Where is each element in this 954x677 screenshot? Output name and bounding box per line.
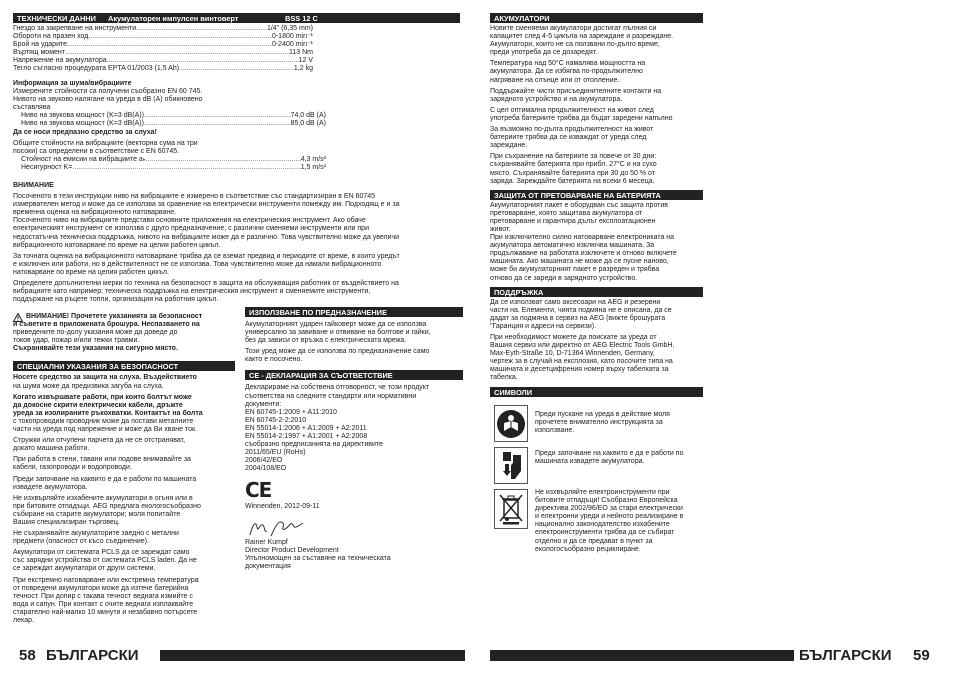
warning-block: ВНИМАНИЕ! Прочетете указанията за безопасност и съветите в приложената брошура. Неспазването на приведените по-долу указания може да доведе до токов удар, пожар и/или тежки травми. Съхранявайте тези указания на сигурно място.: [13, 313, 203, 353]
tech-data-model: BSS 12 C: [285, 14, 318, 23]
noise-row: Ниво на звукова мощност (K=3 dB(A)) ..... 85,0 dB (A): [13, 120, 326, 128]
special-safety-text: Носете средство за защита на слуха. Въздействието на шума може да предизвика загуба на слуха. Когато извършвате работи, при които болтът може да докосне скрити електрически кабели, дръжте уреда за изолираните ръкохватки. Контактът на болта с токопроводим проводник може да постави металните части на уреда под напрежение и може да Ви хване ток. Стружки или отчупени парчета да не се отстраняват, докато машина работи. При работа в стени, тавани или подове внимавайте за кабели, газопроводи и водопроводи. Преди започване на каквито е да е работи по машината извадете акумулатора. Не изхвърляйте изхабените акумулатори в огъня или в при битовите отпадъци. AEG предлага екологосъобразно събиране на старите акумулатори; моля попитайте Вашия специализиран търговец. Не съхранявайте акумулаторите заедно с метални предмети (опасност от късо съединение). Акумулатори от системата PCLS да се зареждат само със зарядни устройства от системата PCLS laden. Да не се зареждат акумулатори от други системи. При екстремно натоварване или екстремна температура от повредени акумулатори може да изтече батерийна течност. При допир с такава течност веднага измийте с вода и сапун. При контакт с очите веднага изплаквайте старателно най-малко 10 минути и незабавно потърсете лекар.: [13, 374, 203, 624]
symbols-header: СИМВОЛИ: [490, 387, 703, 397]
signer-name: Rainer Kumpf: [245, 538, 288, 546]
attention-title: ВНИМАНИЕ: [13, 182, 54, 189]
maintenance-text: Да се използват само аксесоари на AEG и резервни части на. Елементи, чията подмяна не е описана, да се дадат за подмяна в сервиз на AEG (вижте брошурата "Гаранция и адреси на сервизи). При необходимост можете да поискате за уреда от Вашия сервиз или директно от AEG Electric Tools GmbH, Max-Eyth-Straße 10, D-71364 Winnenden, Germany, чертеж за в случай на експлозия, като посочите типа на машината и десетцифрения номер върху табелката за табелка.: [490, 298, 675, 382]
maintenance-header: ПОДДРЪЖКА: [490, 287, 703, 297]
ce-declaration-header: CE - ДЕКЛАРАЦИЯ ЗА СЪОТВЕТСТВИЕ: [245, 370, 463, 380]
left-column: [13, 313, 235, 625]
attention-section: ВНИМАНИЕ Посоченото в тези инструкции ниво на вибрациите е измерено в съответствие със стандартизиран в EN 60745 измервателен метод и може да се използва за сравнение на електрически инструменти помежду им. Подходящ е и за временна оценка на вибрационното натоварване. Посоченото ниво на вибрациите представя основните приложения на електрическия инструмент. Ако обаче електрическият инструмент се използва с друго предназначение, с различни сменяеми инструменти или при недостатъчна техническа поддръжка, нивото на вибрациите може да е различно. Това чувствително може да увеличи вибрационното натоварване по време на целия работен цикъл. За точната оценка на вибрационното натоварване трябва да се вземат предвид и периодите от време, в които уредът е изключен или работи, но в действителност не се използва. Това чувствително може да намали вибрационното натоварване по време на целия работен цикъл. Определете допълнителни мерки по техника на безопасност в защита на обслужващия работник от въздействието на вибрациите като например: техническа поддръжка на електрическия инструмент и сменяемите инструменти, поддържане на ръцете топли, организация на работния цикъл.: [13, 182, 463, 304]
spec-list: [13, 25, 313, 74]
overload-protection-header: ЗАЩИТА ОТ ПРЕТОВАРВАНЕ НА БАТЕРИЯТА: [490, 190, 703, 200]
tech-data-label: ТЕХНИЧЕСКИ ДАННИ: [17, 14, 96, 23]
noise-row: Ниво на звукова мощност (K=3 dB(A)) ..... 74,0 dB (A): [13, 112, 326, 120]
spec-row: Напрежение на акумулатора ..... 12 V: [13, 57, 313, 65]
spec-row: Въртящ момент ..... 113 Nm: [13, 49, 313, 57]
page-number: 59: [913, 647, 930, 664]
batteries-header: АКУМУЛАТОРИ: [490, 13, 703, 23]
tech-data-header: [13, 13, 460, 23]
right-column: ИЗПОЛЗВАНЕ ПО ПРЕДНАЗНАЧЕНИЕ Акумулаторният ударен гайковерт може да се използва универсално за завиване и отвиване на болтове и гайки, без да зависи от връзка с електрическата мрежа. Този уред може да се използва по предназначение само както е посочено. CE - ДЕКЛАРАЦИЯ ЗА СЪОТВЕТСТВИЕ Декларираме на собствена отговорност, че този продукт съответства на следните стандарти или нормативни документи: EN 60745-1:2009 + A11:2010 EN 60745-2-2:2010 EN 55014-1:2006 + A1:2009 + A2:2011 EN 55014-2:1997 + A1:2001 + A2:2008 съобразно предписанията на директивите 2011/65/EU (RoHs) 2006/42/EO 2004/108/EO CE Winnenden, 2012-09-11 Rainer Kumpf Director Product Development Упълномощен за съставяне на техническата документация: [245, 307, 463, 571]
declaration-date: Winnenden, 2012-09-11: [245, 502, 320, 510]
vibration-row: Стойност на емисии на вибрациите aₕ ..... 4,3 m/s²: [13, 156, 326, 164]
footer-bar: [160, 650, 465, 661]
spec-row: Тегло съгласно процедурата EPTA 01/2003 (1,5 Ah) ..... 1,2 kg: [13, 65, 313, 73]
read-manual-icon: [494, 405, 528, 442]
ce-mark-logo: CE: [245, 477, 272, 502]
noise-section: Информация за шума/вибрациите Измерените стойности са получени съобразно EN 60 745. Нивото на звуково налягане на уреда в dB (A) обикновено съставлява Ниво на звукова мощност (K=3 dB(A)) ..... 74,0 dB (A) Ниво на звукова мощност (K=3 dB(A)) ..... 85,0 dB (A) Да се носи предпазно средство за слуха! Общите стойности на вибрациите (векторна сума на три посоки) са определени в съответствие с EN 60745. Стойност на емисии на вибрациите aₕ ..... 4,3 m/s² Несигурност K= ..... 1,5 m/s²: [13, 80, 326, 172]
batteries-text: Новите сменяеми акумулатори достигат пълния си капацитет след 4-5 цикъла на зареждане и разреждане. Акумулатори, които не са ползвани по-дълго време, преди употреба да се дозаредят. Температура над 50°C намалява мощността на акумулатора. Да се избягва по-продължително нагряване на слънце или от отопление. Поддържайте чисти присъединителните контакти на зарядното устройство и на акумулатора. С цел оптимална продължителност на живот след употреба батериите трябва да бъдат заредени напълно За възможно по-дълга продължителност на живот батериите трябва да се изваждат от уреда след зареждане. При съхранение на батериите за повече от 30 дни: съхранявайте батерията при прибл. 27°C и на сухо място. Съхранявайте батерията при 30 до 50 % от заряда. Зареждайте батерията на всеки 6 месеца.: [490, 25, 674, 185]
signer-title: Director Product Development: [245, 546, 339, 554]
warning-triangle-icon: [13, 313, 23, 322]
language-label: БЪЛГАРСКИ: [799, 647, 892, 664]
symbol-desc-crossed-bin: Не изхвърляйте електроинструменти при битовите отпадъци! Съобразно Европейска директива 2002/96/EO за стари електрически и електронни уреди и нейното реализиране в национално законодателство изхабените електроинструменти трябва да се събират отделно и да се предават в пункт за екологосъобразно рециклиране.: [535, 489, 684, 553]
right-page-column: [490, 13, 703, 397]
tech-data-product: Акумулаторен импулсен винтоверт: [108, 14, 239, 23]
noise-title: Информация за шума/вибрациите: [13, 80, 132, 87]
footer-58: [0, 648, 477, 663]
symbol-desc-read-manual: Преди пускане на уреда в действие моля прочетете внимателно инструкцията за използване.: [535, 411, 670, 435]
remove-battery-icon: [494, 447, 528, 484]
ce-declaration-text: Декларираме на собствена отговорност, че този продукт съответства на следните стандарти или нормативни документи: EN 60745-1:2009 + A11:2010 EN 60745-2-2:2010 EN 55014-1:2006 + A1:2009 + A2:2011 EN 55014-2:1997 + A1:2001 + A2:2008 съобразно предписанията на директивите 2011/65/EU (RoHs) 2006/42/EO 2004/108/EO: [245, 384, 430, 473]
ear-protection-note: Да се носи предпазно средство за слуха!: [13, 128, 157, 136]
special-safety-header: СПЕЦИАЛНИ УКАЗАНИЯ ЗА БЕЗОПАСНОСТ: [13, 361, 235, 371]
intended-use-header: ИЗПОЛЗВАНЕ ПО ПРЕДНАЗНАЧЕНИЕ: [245, 307, 463, 317]
spec-row: Гнездо за закрепване на инструменти ..... 1/4" (6,35 mm): [13, 25, 313, 33]
page-number: 58: [19, 647, 36, 664]
vibration-row: Несигурност K= ..... 1,5 m/s²: [13, 164, 326, 172]
footer-59: [477, 648, 954, 663]
page-59: [477, 0, 954, 677]
spec-row: Брой на ударите ..... 0-2400 min⁻¹: [13, 41, 313, 49]
language-label: БЪЛГАРСКИ: [46, 647, 139, 664]
crossed-bin-icon: [494, 489, 528, 529]
footer-bar: [490, 650, 794, 661]
symbol-desc-remove-battery: Преди започване на каквито е да е работи по машината извадете акумулатора.: [535, 450, 684, 466]
intended-use-text: Акумулаторният ударен гайковерт може да се използва универсално за завиване и отвиване на болтове и гайки, без да зависи от връзка с електрическата мрежа. Този уред може да се използва по предназначение само както е посочено.: [245, 321, 431, 364]
spec-row: Обороти на празен ход ..... 0-1800 min⁻¹: [13, 33, 313, 41]
overload-protection-text: Акумулаторният пакет е оборудван със защита против претоварване, която защитава акумулатора от претоварване и гарантира дълъг експлоатационен живот. При изключително силно натоварване електрониката на акумулатора автоматично изключва машината. За продължаване на работата изключете и отново включете машината. Ако машината не може да се пусне наново, може би акумулаторният пакет е разреден и трябва отново да се зареди в зарядното устройство.: [490, 201, 677, 282]
signature-image: [247, 517, 307, 539]
